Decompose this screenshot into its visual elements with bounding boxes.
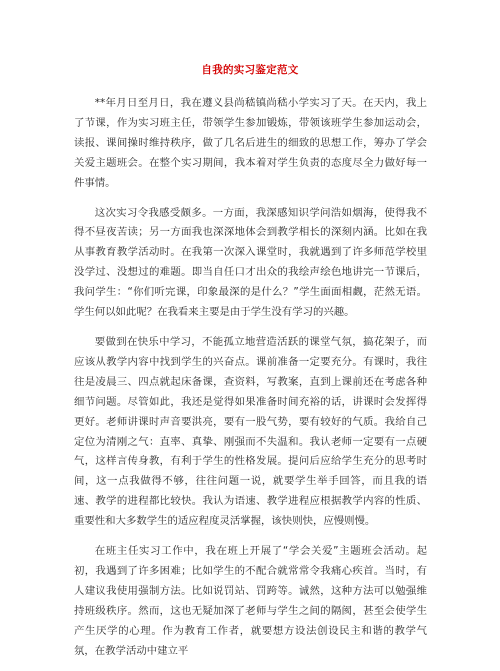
paragraph-2: 这次实习令我感受颇多。一方面，我深感知识学问浩如烟海，使得我不得不昼夜苦读；另一方面我也深深地体会到教学相长的深刻内涵。比如在我从事教育教学活动时。在我第一次深入课堂时，我就遇到了许多师范学校里没学过、没想过的难题。即当自任口才出众的我绘声绘色地讲完一节课后，我问学生：“你们听完课，印象最深的是什么？”学生面面相觑，茫然无语。学生何以如此呢？在我看来主要是由于学生没有学习的兴趣。 xyxy=(74,206,427,319)
paragraph-1: **年月日至月日，我在遵义县尚嵇镇尚嵇小学实习了天。在天内，我上了节课，作为实习班主任，带领学生参加锻炼，带领该班学生参加运动会，读报、课间操时维持秩序，做了几名后进生的细致的思想工作，筹办了学会关爱主题班会。在整个实习期间，我本着对学生负责的态度尽全力做好每一件事情。 xyxy=(74,97,427,189)
document-body xyxy=(74,94,427,671)
paragraph-4: 在班主任实习工作中，我在班上开展了“学会关爱”主题班会活动。起初，我遇到了许多困难；比如学生的不配合就常常令我痛心疾首。当时，有人建议我使用强制方法。比如说罚站、罚跨等。诚然，这种方法可以勉强维持班级秩序。然而，这也无疑加深了老师与学生之间的隔阂，甚至会使学生产生厌学的心理。作为教育工作者，就要想方设法创设民主和谐的教学气氛，在教学活动中建立平 xyxy=(74,545,427,657)
paragraph-3: 要做到在快乐中学习，不能孤立地营造活跃的课堂气氛，搞花架子，而应该从教学内容中找到学生的兴奋点。课前准备一定要充分。有课时，我往往是凌晨三、四点就起床备课，查资料，写教案，直到上课前还在考虑各种细节问题。尽管如此，我还是觉得如果准备时间充裕的话，讲课时会发挥得更好。老师讲课时声音要洪亮，要有一股气势，要有较好的气质。我给自己定位为清刚之气：直率、真挚、刚强而不失温和。我认老师一定要有一点硬气，这样言传身教，有利于学生的性格发展。提问后应给学生充分的思考时间，这一点我做得不够，往往问题一说，就要学生举手回答，而且我的语速、教学的进程都比较快。我认为语速、教学进程应根据教学内容的性质、重要性和大多数学生的适应程度灵活掌握，该快则快，应慢则慢。 xyxy=(74,335,427,528)
document-title: 自我的实习鉴定范文 xyxy=(201,64,299,76)
